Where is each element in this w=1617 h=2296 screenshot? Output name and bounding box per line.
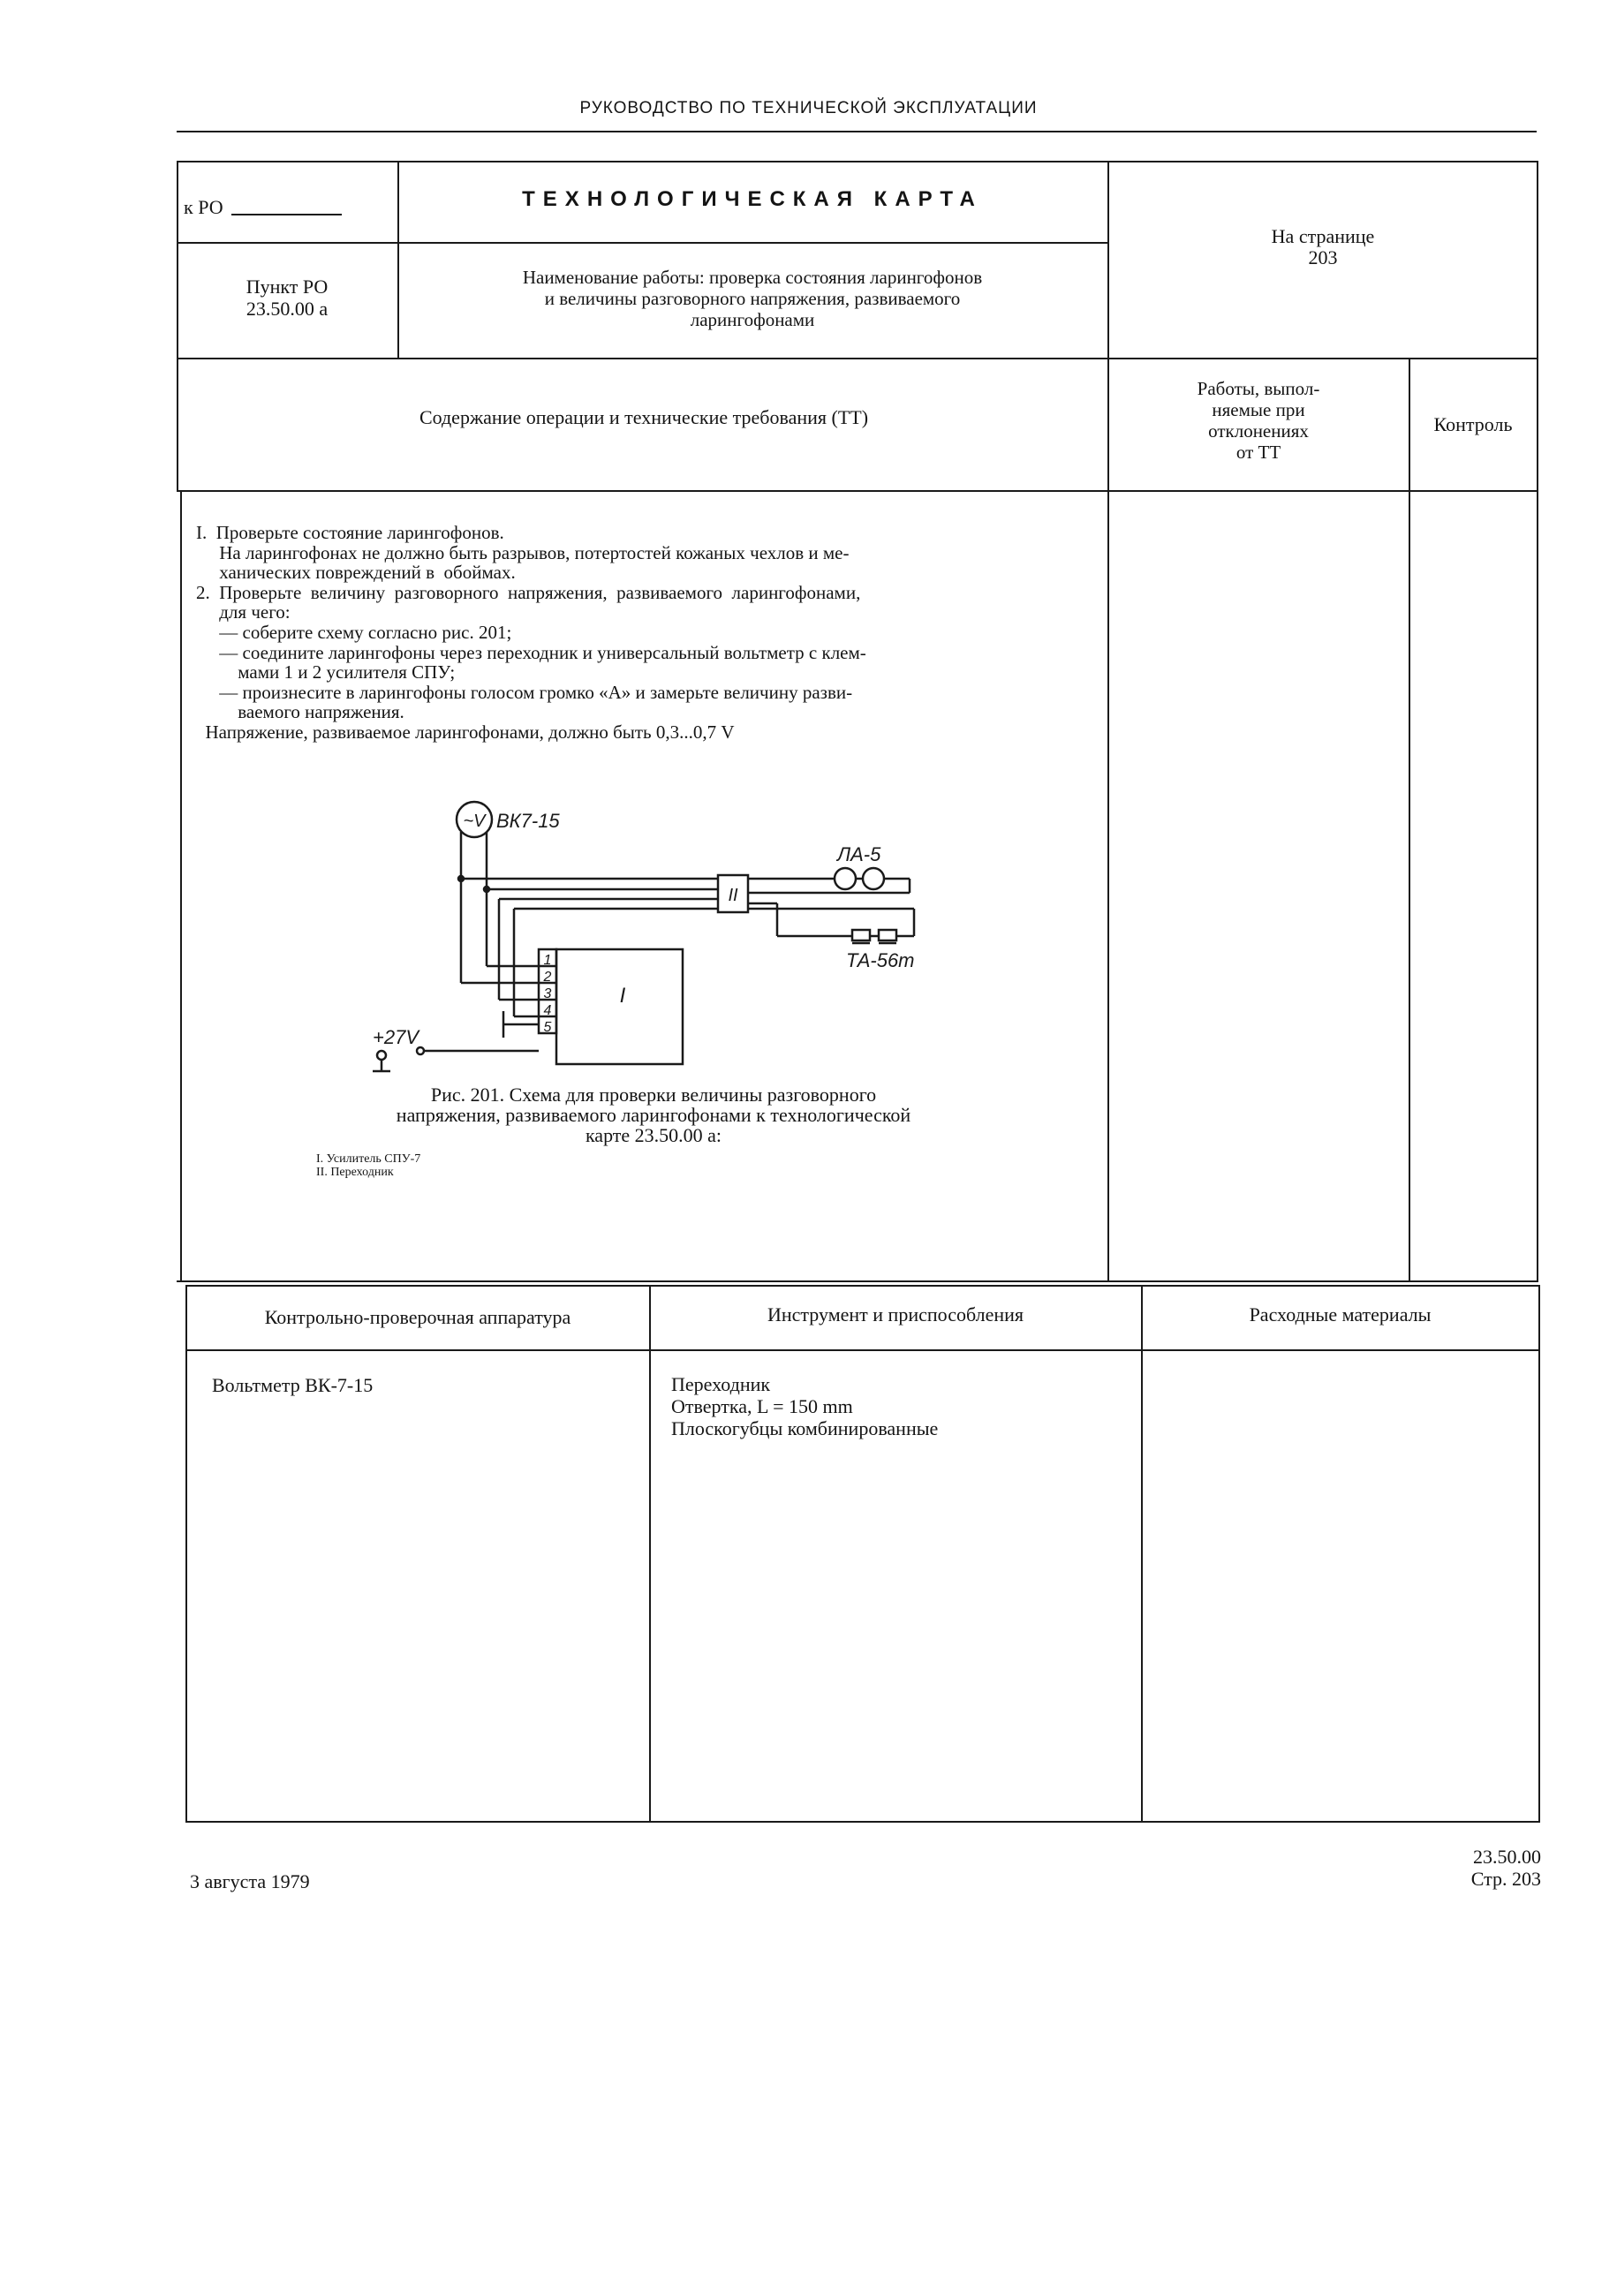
column-header-content: Содержание операции и технические требования (ТТ) — [419, 406, 869, 428]
terminal-label: 1 — [543, 953, 552, 968]
operation-line: мами 1 и 2 усилителя СПУ; — [196, 661, 456, 684]
header-rule — [177, 131, 1537, 132]
power-label: +27V — [373, 1026, 419, 1048]
item-number: 23.50.00 а — [246, 298, 329, 320]
instrument-item: Переходник — [671, 1373, 771, 1395]
equipment-item: Вольтметр ВК-7-15 — [212, 1374, 374, 1396]
work-name — [399, 267, 1106, 330]
instruments-list — [671, 1373, 938, 1439]
instrument-item: Отвертка, L = 150 mm — [671, 1395, 853, 1417]
operation-line: Напряжение, развиваемое ларингофонами, должно быть 0,3...0,7 V — [196, 721, 735, 743]
terminal-label: 3 — [543, 986, 552, 1001]
amplifier-label: I — [619, 984, 626, 1008]
circuit-diagram — [353, 790, 936, 1091]
operation-line: На ларингофонах не должно быть разрывов, потертостей кожаных чехлов и ме- — [196, 541, 850, 563]
item-block — [177, 276, 397, 320]
ro-reference — [184, 196, 342, 218]
laryngophone-la5 — [827, 868, 884, 889]
operation-line: для чего: — [196, 601, 291, 623]
figure-legend: I. Усилитель СПУ-7 II. Переходник — [316, 1152, 421, 1179]
laryngophone-label-1: ЛА-5 — [837, 843, 881, 865]
page-reference — [1109, 226, 1537, 268]
terminal-label: 2 — [543, 970, 552, 985]
footer-date: 3 августа 1979 — [190, 1870, 310, 1892]
operation-line: 2. Проверьте величину разговорного напряжения, развиваемого ларингофонами, — [196, 581, 861, 603]
ro-reference-label: к РО — [184, 196, 223, 218]
page-label: На странице — [1271, 225, 1375, 247]
manual-title: РУКОВОДСТВО ПО ТЕХНИЧЕСКОЙ ЭКСПЛУАТАЦИИ — [579, 99, 1038, 117]
terminal-label: 5 — [543, 1020, 552, 1035]
footer-page: Стр. 203 — [1470, 1868, 1541, 1890]
terminal-strip — [539, 949, 556, 1035]
work-name-line: Наименование работы: проверка состояния ларингофонов — [522, 267, 983, 288]
footer-doc-number: 23.50.00 — [1473, 1846, 1541, 1868]
adapter-label: II — [728, 886, 738, 905]
voltmeter-label: ВК7-15 — [496, 810, 560, 832]
voltmeter-symbol-text: ~V — [463, 812, 486, 831]
item-label: Пункт РО — [246, 276, 329, 298]
column-header-deviations: Работы, выпол- няемые при отклонениях от ТТ — [1197, 378, 1320, 463]
tools-header-materials: Расходные материалы — [1249, 1303, 1432, 1325]
operation-line: I. Проверьте состояние ларингофонов. — [196, 522, 504, 543]
terminal-label: 4 — [543, 1003, 552, 1018]
tools-header-equipment: Контрольно-проверочная аппаратура — [264, 1306, 571, 1328]
operation-line: — произнесите в ларингофоны голосом громко «А» и замерьте величину разви- — [196, 681, 853, 703]
equipment-list — [212, 1374, 373, 1396]
footer-reference — [1360, 1846, 1541, 1890]
card-title: ТЕХНОЛОГИЧЕСКАЯ КАРТА — [522, 187, 983, 211]
operation-line: ханических повреждений в обоймах. — [196, 562, 516, 584]
work-name-line: и величины разговорного напряжения, развиваемого — [544, 288, 961, 309]
operations-text — [196, 523, 1104, 743]
operation-line: — соедините ларингофоны через переходник и универсальный вольтметр с клем- — [196, 641, 866, 663]
laryngophone-label-2: ТА-56т — [846, 949, 915, 971]
ro-reference-blank — [231, 214, 342, 215]
work-name-line: ларингофонами — [690, 309, 815, 330]
tools-header-instruments: Инструмент и приспособления — [767, 1303, 1024, 1325]
figure-caption: Рис. 201. Схема для проверки величины разговорного напряжения, развиваемого ларингофонами к технологической карте 23.50.00 а: — [396, 1084, 911, 1146]
page-number: 203 — [1308, 246, 1338, 268]
column-header-control: Контроль — [1433, 413, 1513, 435]
power-terminal — [377, 1051, 386, 1060]
instrument-item: Плоскогубцы комбинированные — [671, 1417, 939, 1439]
laryngophone-ta56 — [852, 930, 896, 943]
operation-line: — соберите схему согласно рис. 201; — [196, 621, 512, 643]
operation-line: ваемого напряжения. — [196, 701, 404, 723]
